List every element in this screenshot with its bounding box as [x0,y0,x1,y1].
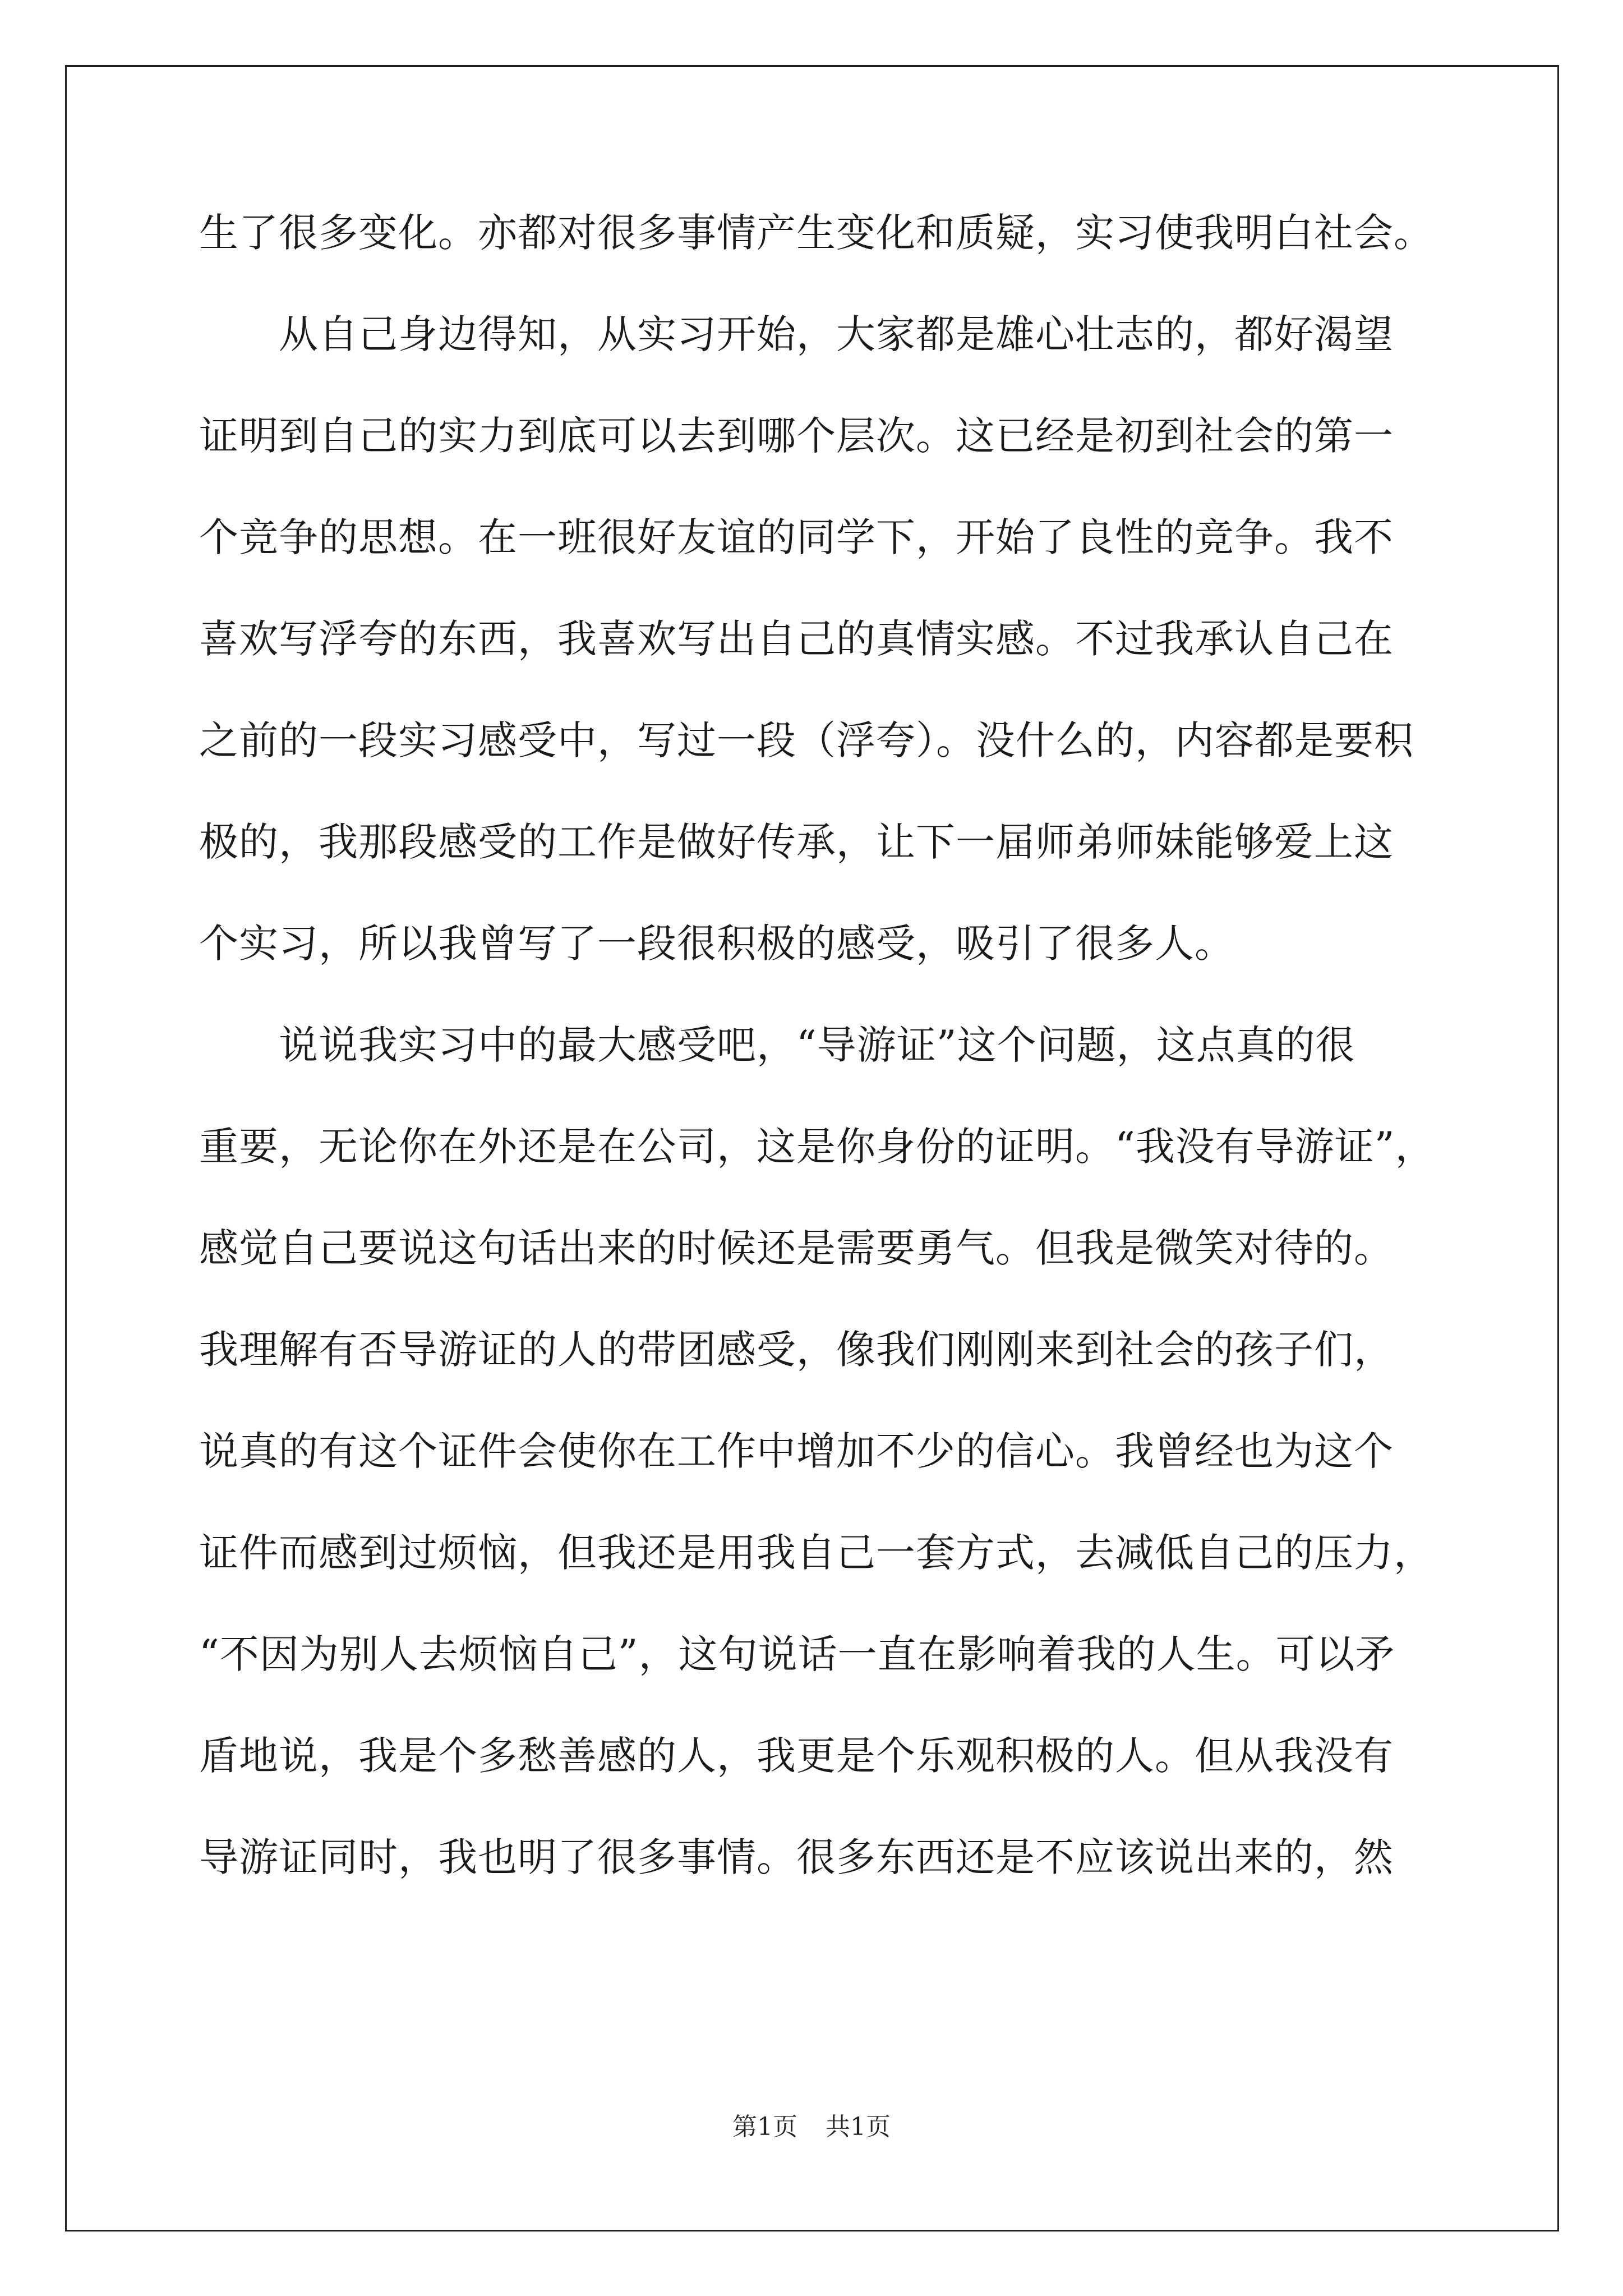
text-line: 导游证同时，我也明了很多事情。很多东西还是不应该说出来的，然 [199,1834,1394,1880]
text-line: “不因为别人去烦恼自己”，这句说话一直在影响着我的人生。可以矛 [199,1631,1395,1677]
text-line: 生了很多变化。亦都对很多事情产生变化和质疑，实习使我明白社会。 [199,210,1433,256]
text-line: 之前的一段实习感受中，写过一段（浮夸）。没什么的，内容都是要积 [199,717,1414,763]
text-line: 极的，我那段感受的工作是做好传承，让下一届师弟师妹能够爱上这 [199,819,1394,865]
text-line: 喜欢写浮夸的东西，我喜欢写出自己的真情实感。不过我承认自己在 [199,616,1394,662]
text-line: 个实习，所以我曾写了一段很积极的感受，吸引了很多人。 [199,921,1234,967]
page-number-current: 第1页 [732,2113,797,2141]
text-line: 说说我实习中的最大感受吧，“导游证”这个问题，这点真的很 [199,1022,1355,1068]
text-line: 盾地说，我是个多愁善感的人，我更是个乐观积极的人。但从我没有 [199,1733,1394,1779]
text-line: 个竞争的思想。在一班很好友谊的同学下，开始了良性的竞争。我不 [199,514,1394,560]
page-footer [0,2110,1623,2144]
text-line: 说真的有这个证件会使你在工作中增加不少的信心。我曾经也为这个 [199,1428,1394,1474]
text-line: 感觉自己要说这句话出来的时候还是需要勇气。但我是微笑对待的。 [199,1225,1394,1271]
text-line: 证件而感到过烦恼，但我还是用我自己一套方式，去减低自己的压力， [199,1530,1433,1576]
page-number-total: 共1页 [826,2113,891,2141]
text-line: 证明到自己的实力到底可以去到哪个层次。这已经是初到社会的第一 [199,413,1394,459]
text-line: 从自己身边得知，从实习开始，大家都是雄心壮志的，都好渴望 [199,311,1394,357]
text-line: 我理解有否导游证的人的带团感受，像我们刚刚来到社会的孩子们， [199,1327,1394,1373]
text-line: 重要，无论你在外还是在公司，这是你身份的证明。“我没有导游证”， [199,1124,1435,1170]
